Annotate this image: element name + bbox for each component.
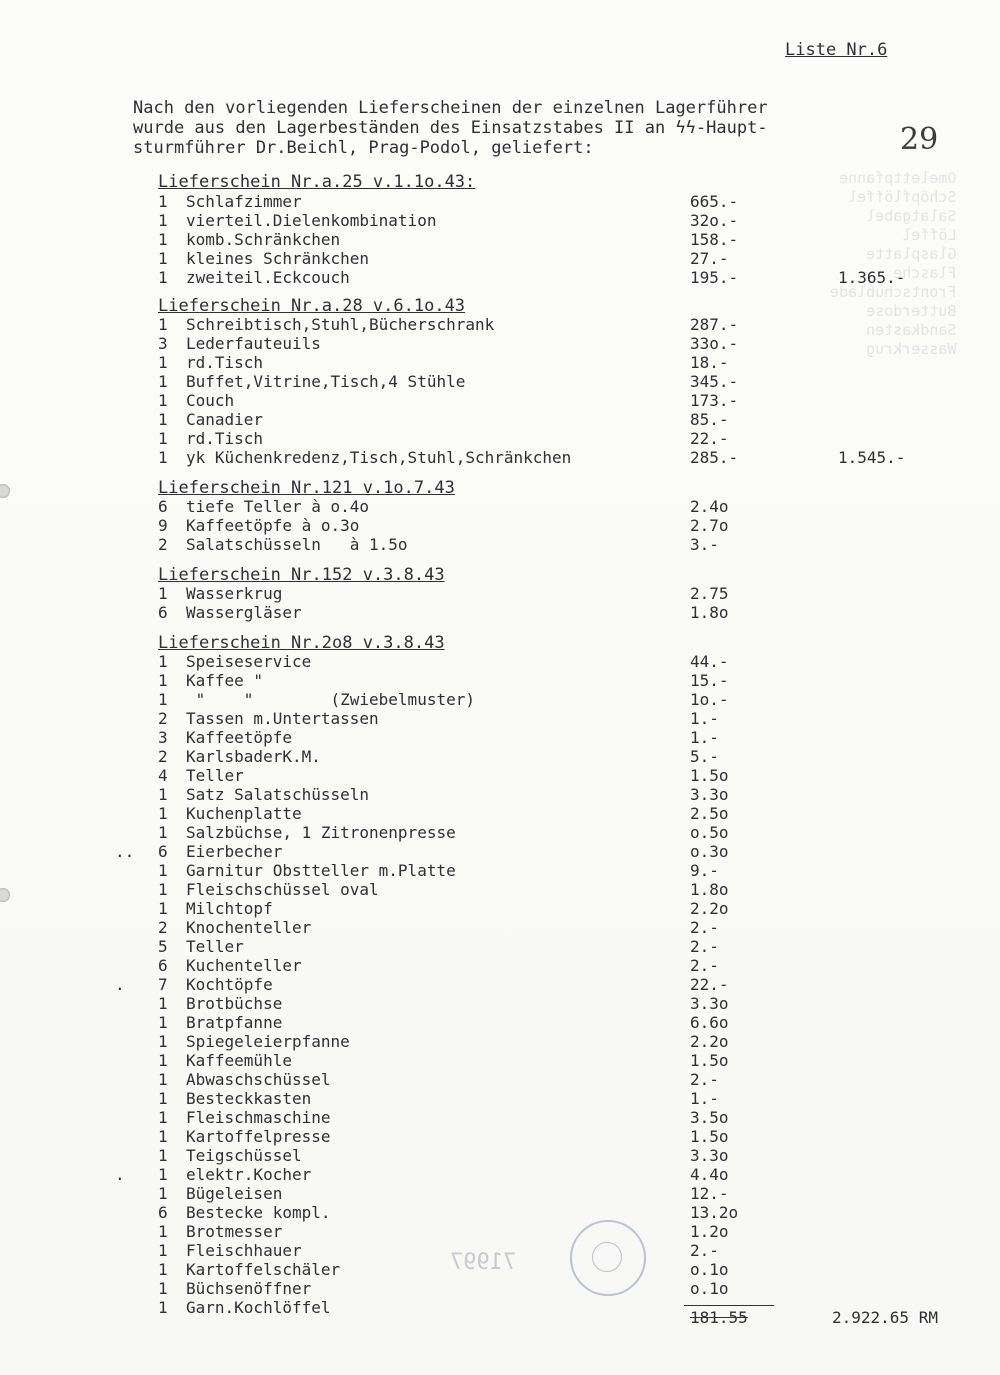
item-desc: Speiseservice	[186, 652, 312, 671]
list-item	[0, 785, 1000, 805]
item-price: 2.5o	[690, 804, 729, 823]
item-desc: Spiegeleierpfanne	[186, 1032, 350, 1051]
item-desc: kleines Schränkchen	[186, 249, 370, 268]
item-desc: Teller	[186, 937, 244, 956]
item-desc: komb.Schränkchen	[186, 230, 341, 249]
item-qty: 6	[158, 842, 168, 861]
item-desc: Bratpfanne	[186, 1013, 283, 1032]
grand-total: 2.922.65 RM	[832, 1308, 938, 1327]
list-item	[0, 211, 1000, 231]
item-qty: 1	[158, 861, 168, 880]
item-price: 2.2o	[690, 899, 729, 918]
item-qty: 1	[158, 994, 168, 1013]
item-price: 1.-	[690, 1089, 719, 1108]
item-price: 345.-	[690, 372, 739, 391]
item-desc: Salzbüchse, 1 Zitronenpresse	[186, 823, 456, 842]
item-desc: rd.Tisch	[186, 353, 264, 372]
item-desc: Besteckkasten	[186, 1089, 312, 1108]
list-item	[0, 1222, 1000, 1242]
item-desc: Kochtöpfe	[186, 975, 273, 994]
list-item	[0, 1070, 1000, 1090]
item-qty: 1	[158, 1051, 168, 1070]
item-price: 1.5o	[690, 766, 729, 785]
list-item	[0, 842, 1000, 862]
list-item	[0, 1089, 1000, 1109]
section-total: 1.545.-	[838, 448, 906, 467]
item-qty: 1	[158, 1184, 168, 1203]
list-item	[0, 937, 1000, 957]
item-qty: 6	[158, 956, 168, 975]
intro-paragraph	[133, 98, 893, 158]
item-qty: 6	[158, 497, 168, 516]
margin-mark: .	[115, 975, 125, 994]
item-price: 3.3o	[690, 994, 729, 1013]
item-price: 2.-	[690, 918, 719, 937]
list-item	[0, 1108, 1000, 1128]
item-price: 44.-	[690, 652, 729, 671]
item-price: 1.8o	[690, 880, 729, 899]
item-desc: Wassergläser	[186, 603, 302, 622]
bleed-through-stamp-number: 71997	[450, 1250, 517, 1275]
item-price: 285.-	[690, 448, 739, 467]
item-desc: Garn.Kochlöffel	[186, 1298, 331, 1317]
item-qty: 1	[158, 1127, 168, 1146]
item-price: 1.5o	[690, 1051, 729, 1070]
list-item	[0, 192, 1000, 212]
list-item	[0, 230, 1000, 250]
item-desc: tiefe Teller à o.4o	[186, 497, 370, 516]
item-desc: " " (Zwiebelmuster)	[186, 690, 475, 709]
list-item	[0, 994, 1000, 1014]
punch-hole-top	[0, 484, 10, 498]
item-desc: Kaffee "	[186, 671, 264, 690]
item-qty: 1	[158, 410, 168, 429]
list-item	[0, 975, 1000, 995]
item-price: 33o.-	[690, 334, 739, 353]
item-desc: rd.Tisch	[186, 429, 264, 448]
item-price: 1.-	[690, 728, 719, 747]
list-item	[0, 535, 1000, 555]
list-item	[0, 391, 1000, 411]
item-price: 9.-	[690, 861, 719, 880]
item-desc: Büchsenöffner	[186, 1279, 312, 1298]
item-price: 158.-	[690, 230, 739, 249]
item-desc: Kuchenteller	[186, 956, 302, 975]
list-item	[0, 728, 1000, 748]
item-price: 27.-	[690, 249, 729, 268]
item-price: 85.-	[690, 410, 729, 429]
item-qty: 1	[158, 1108, 168, 1127]
item-price: 5.-	[690, 747, 719, 766]
list-item	[0, 334, 1000, 354]
item-price: 2.2o	[690, 1032, 729, 1051]
item-desc: Satz Salatschüsseln	[186, 785, 370, 804]
item-qty: 1	[158, 372, 168, 391]
item-price: 2.-	[690, 1241, 719, 1260]
archive-stamp-center	[592, 1242, 622, 1272]
item-qty: 1	[158, 899, 168, 918]
item-price: 22.-	[690, 975, 729, 994]
item-price: 1.8o	[690, 603, 729, 622]
list-item	[0, 804, 1000, 824]
list-item	[0, 1127, 1000, 1147]
item-price: o.5o	[690, 823, 729, 842]
item-qty: 1	[158, 268, 168, 287]
item-qty: 1	[158, 1070, 168, 1089]
item-desc: Schreibtisch,Stuhl,Bücherschrank	[186, 315, 495, 334]
item-qty: 1	[158, 448, 168, 467]
item-desc: KarlsbaderK.M.	[186, 747, 321, 766]
delivery-note-heading: Lieferschein Nr.121 v.1o.7.43	[158, 478, 455, 498]
item-price: 2.-	[690, 937, 719, 956]
list-item	[0, 1146, 1000, 1166]
item-desc: Tassen m.Untertassen	[186, 709, 379, 728]
item-desc: vierteil.Dielenkombination	[186, 211, 437, 230]
section-total: 181.55	[690, 1308, 748, 1327]
item-desc: Brotmesser	[186, 1222, 283, 1241]
item-price: 3.5o	[690, 1108, 729, 1127]
list-number: Liste Nr.6	[785, 40, 888, 60]
item-desc: Fleischschüssel oval	[186, 880, 379, 899]
list-item	[0, 899, 1000, 919]
intro-line-2: wurde aus den Lagerbeständen des Einsatzstabes II an ϟϟ-Haupt-	[133, 118, 768, 138]
item-desc: Kaffeetöpfe à o.3o	[186, 516, 360, 535]
item-desc: Teigschüssel	[186, 1146, 302, 1165]
list-item	[0, 497, 1000, 517]
item-qty: 1	[158, 192, 168, 211]
item-desc: Kuchenplatte	[186, 804, 302, 823]
item-desc: Kartoffelschäler	[186, 1260, 341, 1279]
delivery-note-heading: Lieferschein Nr.2o8 v.3.8.43	[158, 633, 445, 653]
item-desc: elektr.Kocher	[186, 1165, 312, 1184]
item-qty: 1	[158, 1032, 168, 1051]
item-qty: 1	[158, 249, 168, 268]
item-qty: 1	[158, 823, 168, 842]
list-item	[0, 1203, 1000, 1223]
list-item	[0, 372, 1000, 392]
item-desc: Kaffeetöpfe	[186, 728, 292, 747]
item-price: 3.-	[690, 535, 719, 554]
list-item	[0, 603, 1000, 623]
item-qty: 1	[158, 880, 168, 899]
item-qty: 1	[158, 211, 168, 230]
item-price: o.1o	[690, 1260, 729, 1279]
section-total: 1.365.-	[838, 268, 906, 287]
item-price: 22.-	[690, 429, 729, 448]
item-qty: 1	[158, 1241, 168, 1260]
item-price: 3.3o	[690, 1146, 729, 1165]
item-qty: 2	[158, 918, 168, 937]
item-qty: 1	[158, 1165, 168, 1184]
item-price: 32o.-	[690, 211, 739, 230]
list-item	[0, 880, 1000, 900]
item-desc: Garnitur Obstteller m.Platte	[186, 861, 456, 880]
item-price: 2.-	[690, 1070, 719, 1089]
item-desc: Eierbecher	[186, 842, 283, 861]
item-price: 3.3o	[690, 785, 729, 804]
item-desc: Kartoffelpresse	[186, 1127, 331, 1146]
margin-mark: .	[115, 1165, 125, 1184]
delivery-note-heading: Lieferschein Nr.a.28 v.6.1o.43	[158, 296, 466, 316]
list-item	[0, 1165, 1000, 1185]
list-item	[0, 353, 1000, 373]
item-price: 15.-	[690, 671, 729, 690]
sum-rule	[684, 1305, 774, 1306]
item-qty: 1	[158, 315, 168, 334]
item-qty: 4	[158, 766, 168, 785]
item-price: o.3o	[690, 842, 729, 861]
item-qty: 1	[158, 584, 168, 603]
list-item	[0, 747, 1000, 767]
list-item	[0, 1184, 1000, 1204]
item-price: 173.-	[690, 391, 739, 410]
item-desc: Schlafzimmer	[186, 192, 302, 211]
item-price: 2.-	[690, 956, 719, 975]
item-qty: 1	[158, 353, 168, 372]
item-desc: Lederfauteuils	[186, 334, 321, 353]
list-item	[0, 1279, 1000, 1299]
list-item	[0, 268, 1000, 288]
list-item	[0, 1013, 1000, 1033]
item-qty: 1	[158, 1298, 168, 1317]
item-desc: yk Küchenkredenz,Tisch,Stuhl,Schränkchen	[186, 448, 572, 467]
item-qty: 1	[158, 785, 168, 804]
item-qty: 1	[158, 1260, 168, 1279]
list-item	[0, 410, 1000, 430]
list-item	[0, 584, 1000, 604]
item-price: 1o.-	[690, 690, 729, 709]
list-item	[0, 766, 1000, 786]
list-item	[0, 956, 1000, 976]
list-item	[0, 1032, 1000, 1052]
item-qty: 6	[158, 603, 168, 622]
item-qty: 3	[158, 728, 168, 747]
list-item	[0, 1241, 1000, 1261]
item-desc: Fleischmaschine	[186, 1108, 331, 1127]
list-item	[0, 690, 1000, 710]
item-price: 2.7o	[690, 516, 729, 535]
item-price: 1.5o	[690, 1127, 729, 1146]
item-qty: 1	[158, 804, 168, 823]
item-desc: Abwaschschüssel	[186, 1070, 331, 1089]
item-price: 665.-	[690, 192, 739, 211]
item-qty: 9	[158, 516, 168, 535]
item-price: 195.-	[690, 268, 739, 287]
list-item	[0, 918, 1000, 938]
item-price: 6.6o	[690, 1013, 729, 1032]
item-qty: 2	[158, 747, 168, 766]
item-desc: Bügeleisen	[186, 1184, 283, 1203]
list-item	[0, 1051, 1000, 1071]
item-desc: Couch	[186, 391, 235, 410]
item-qty: 1	[158, 690, 168, 709]
delivery-note-heading: Lieferschein Nr.a.25 v.1.1o.43:	[158, 172, 476, 192]
item-qty: 6	[158, 1203, 168, 1222]
item-price: 1.-	[690, 709, 719, 728]
list-item	[0, 429, 1000, 449]
margin-mark: ..	[115, 842, 135, 861]
item-desc: Buffet,Vitrine,Tisch,4 Stühle	[186, 372, 466, 391]
list-item	[0, 1260, 1000, 1280]
item-price: 2.75	[690, 584, 729, 603]
item-desc: Wasserkrug	[186, 584, 283, 603]
bleed-through-text: Omelettpfanne Schöpflöffel Salatgabel Löffel Glasplatte Flasche Frontschublade Butterdose Sandkasten Wasserkrug	[830, 169, 957, 358]
item-qty: 1	[158, 1013, 168, 1032]
item-price: 4.4o	[690, 1165, 729, 1184]
item-desc: Fleischhauer	[186, 1241, 302, 1260]
item-qty: 1	[158, 652, 168, 671]
item-price: 1.2o	[690, 1222, 729, 1241]
list-item	[0, 448, 1000, 468]
item-qty: 1	[158, 1146, 168, 1165]
item-price: 12.-	[690, 1184, 729, 1203]
list-item	[0, 671, 1000, 691]
item-price: 13.2o	[690, 1203, 739, 1222]
item-desc: zweiteil.Eckcouch	[186, 268, 350, 287]
delivery-note-heading: Lieferschein Nr.152 v.3.8.43	[158, 565, 445, 585]
item-desc: Knochenteller	[186, 918, 312, 937]
item-qty: 1	[158, 1089, 168, 1108]
item-qty: 1	[158, 429, 168, 448]
item-price: o.1o	[690, 1279, 729, 1298]
item-qty: 1	[158, 671, 168, 690]
item-desc: Brotbüchse	[186, 994, 283, 1013]
list-item	[0, 249, 1000, 269]
list-item	[0, 823, 1000, 843]
list-item	[0, 516, 1000, 536]
item-qty: 2	[158, 535, 168, 554]
item-qty: 3	[158, 334, 168, 353]
list-item	[0, 861, 1000, 881]
item-qty: 2	[158, 709, 168, 728]
list-item	[0, 652, 1000, 672]
item-price: 18.-	[690, 353, 729, 372]
item-qty: 5	[158, 937, 168, 956]
item-desc: Milchtopf	[186, 899, 273, 918]
item-price: 287.-	[690, 315, 739, 334]
item-price: 2.4o	[690, 497, 729, 516]
intro-line-1: Nach den vorliegenden Lieferscheinen der einzelnen Lagerführer	[133, 98, 768, 118]
page-number: 29	[900, 122, 939, 157]
item-desc: Bestecke kompl.	[186, 1203, 331, 1222]
item-desc: Kaffeemühle	[186, 1051, 292, 1070]
item-qty: 1	[158, 230, 168, 249]
item-desc: Salatschüsseln à 1.5o	[186, 535, 408, 554]
item-qty: 1	[158, 1222, 168, 1241]
item-qty: 7	[158, 975, 168, 994]
item-desc: Canadier	[186, 410, 264, 429]
item-qty: 1	[158, 1279, 168, 1298]
list-item	[0, 709, 1000, 729]
item-desc: Teller	[186, 766, 244, 785]
list-item	[0, 315, 1000, 335]
intro-line-3: sturmführer Dr.Beichl, Prag-Podol, geliefert:	[133, 138, 594, 158]
item-qty: 1	[158, 391, 168, 410]
